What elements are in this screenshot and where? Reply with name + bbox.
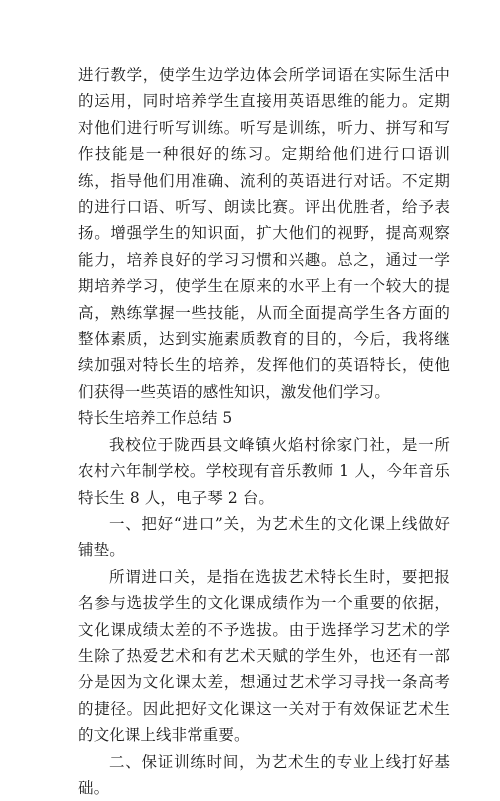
document-page bbox=[78, 62, 450, 801]
paragraph-point-two-title: 二、保证训练时间，为艺术生的专业上线打好基础。 bbox=[78, 752, 450, 797]
paragraph-english-teaching: 进行教学，使学生边学边体会所学词语在实际生活中的运用，同时培养学生直接用英语思维的能力。定期对他们进行听写训练。听写是训练，听力、拼写和写作技能是一种很好的练习。定期给他们进行口语训练，指导他们用准确、流利的英语进行对话。不定期的进行口语、听写、朗读比赛。评出优胜者，给予表扬。增强学生的知识面，扩大他们的视野，提高观察能力，培养良好的学习习惯和兴趣。总之，通过一学期培养学习，使学生在原来的水平上有一个较大的提高，熟练掌握一些技能，从而全面提高学生各方面的整体素质，达到实施素质教育的目的，今后，我将继续加强对特长生的培养，发挥他们的英语特长，使他们获得一些英语的感性知识，激发他们学习。 bbox=[78, 66, 450, 401]
paragraph-school-intro: 我校位于陇西县文峰镇火焰村徐家门社，是一所农村六年制学校。学校现有音乐教师 1 人，今年音乐特长生 8 人，电子琴 2 台。 bbox=[78, 435, 450, 507]
section-heading: 特长生培养工作总结 5 bbox=[78, 409, 233, 428]
paragraph-point-one-body: 所谓进口关，是指在选拔艺术特长生时，要把报名参与选拔学生的文化课成绩作为一个重要的依据，文化课成绩太差的不予选拔。由于选择学习艺术的学生除了热爱艺术和有艺术天赋的学生外，也还有一部分是因为文化课太差，想通过艺术学习寻找一条高考的捷径。因此把好文化课这一关对于有效保证艺术生的文化课上线非常重要。 bbox=[78, 567, 450, 745]
paragraph-point-one-title: 一、把好“进口”关，为艺术生的文化课上线做好铺垫。 bbox=[78, 514, 450, 560]
